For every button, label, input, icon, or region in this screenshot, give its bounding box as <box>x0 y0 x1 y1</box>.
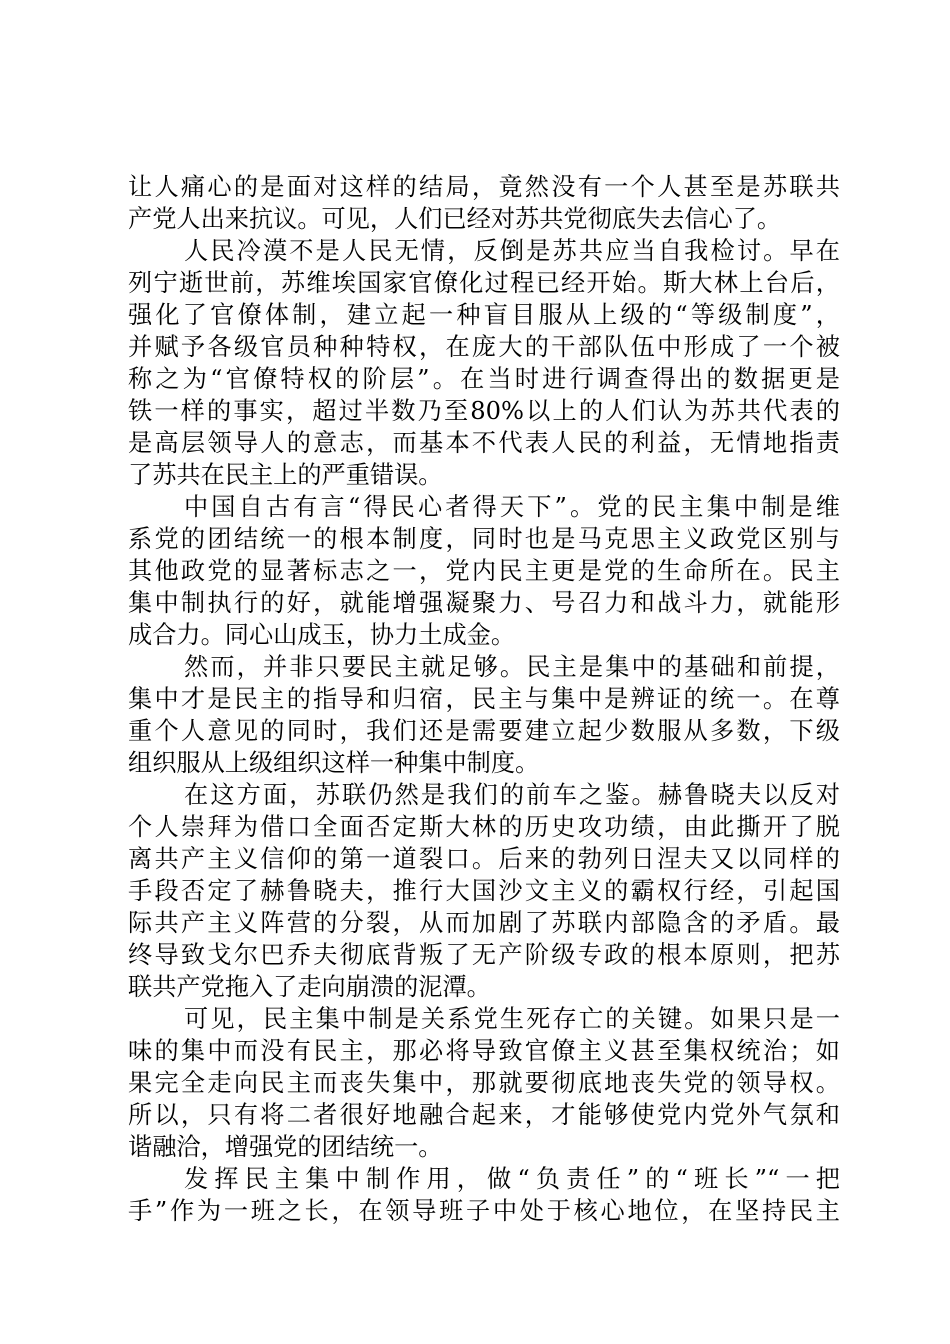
text-line: 中国自古有言“得民心者得天下”。党的民主集中制是维 <box>184 493 840 521</box>
text-line: 称之为“官僚特权的阶层”。在当时进行调查得出的数据更是 <box>128 365 840 393</box>
text-line: 成合力。同心山成玉，协力土成金。 <box>128 621 516 649</box>
text-line: 谐融洽，增强党的团结统一。 <box>128 1133 443 1161</box>
text-line: 在这方面，苏联仍然是我们的前车之鉴。赫鲁晓夫以反对 <box>184 781 840 809</box>
text-line: 是高层领导人的意志，而基本不代表人民的利益，无情地指责 <box>128 429 840 457</box>
text-line: 人民冷漠不是人民无情，反倒是苏共应当自我检讨。早在 <box>184 237 840 265</box>
text-line: 集中才是民主的指导和归宿，民主与集中是辨证的统一。在尊 <box>128 685 840 713</box>
text-line: 手”作为一班之长，在领导班子中处于核心地位，在坚持民主 <box>128 1197 840 1225</box>
text-line: 其他政党的显著标志之一，党内民主更是党的生命所在。民主 <box>128 557 840 585</box>
text-line: 列宁逝世前，苏维埃国家官僚化过程已经开始。斯大林上台后， <box>128 269 840 297</box>
text-line: 了苏共在民主上的严重错误。 <box>128 461 443 489</box>
text-line: 所以，只有将二者很好地融合起来，才能够使党内党外气氛和 <box>128 1101 840 1129</box>
text-line: 果完全走向民主而丧失集中，那就要彻底地丧失党的领导权。 <box>128 1069 840 1097</box>
text-line: 联共产党拖入了走向崩溃的泥潭。 <box>128 973 491 1001</box>
document-body <box>128 171 840 1227</box>
text-line: 铁一样的事实，超过半数乃至80%以上的人们认为苏共代表的 <box>128 397 840 425</box>
paragraph-7 <box>128 1163 840 1227</box>
text-line: 个人崇拜为借口全面否定斯大林的历史攻功绩，由此撕开了脱 <box>128 813 840 841</box>
text-line: 味的集中而没有民主，那必将导致官僚主义甚至集权统治；如 <box>128 1037 840 1065</box>
text-line: 组织服从上级组织这样一种集中制度。 <box>128 749 540 777</box>
text-line: 重个人意见的同时，我们还是需要建立起少数服从多数，下级 <box>128 717 840 745</box>
text-line: 可见，民主集中制是关系党生死存亡的关键。如果只是一 <box>184 1005 840 1033</box>
text-line: 终导致戈尔巴乔夫彻底背叛了无产阶级专政的根本原则，把苏 <box>128 941 840 969</box>
text-line: 让人痛心的是面对这样的结局，竟然没有一个人甚至是苏联共 <box>128 173 840 201</box>
paragraph-1 <box>128 171 840 235</box>
paragraph-4 <box>128 651 840 779</box>
text-line: 手段否定了赫鲁晓夫，推行大国沙文主义的霸权行经，引起国 <box>128 877 840 905</box>
text-line: 集中制执行的好，就能增强凝聚力、号召力和战斗力，就能形 <box>128 589 840 617</box>
paragraph-5 <box>128 779 840 1003</box>
text-line: 并赋予各级官员种种特权，在庞大的干部队伍中形成了一个被 <box>128 333 840 361</box>
text-line: 际共产主义阵营的分裂，从而加剧了苏联内部隐含的矛盾。最 <box>128 909 840 937</box>
text-line: 发挥民主集中制作用，做“负责任”的“班长”“一把 <box>184 1165 840 1193</box>
text-line: 产党人出来抗议。可见，人们已经对苏共党彻底失去信心了。 <box>128 205 782 233</box>
paragraph-3 <box>128 491 840 651</box>
text-line: 然而，并非只要民主就足够。民主是集中的基础和前提， <box>184 653 840 681</box>
paragraph-6 <box>128 1003 840 1163</box>
text-line: 离共产主义信仰的第一道裂口。后来的勃列日涅夫又以同样的 <box>128 845 840 873</box>
paragraph-2 <box>128 235 840 491</box>
text-line: 系党的团结统一的根本制度，同时也是马克思主义政党区别与 <box>128 525 840 553</box>
text-line: 强化了官僚体制，建立起一种盲目服从上级的“等级制度”， <box>128 301 840 329</box>
